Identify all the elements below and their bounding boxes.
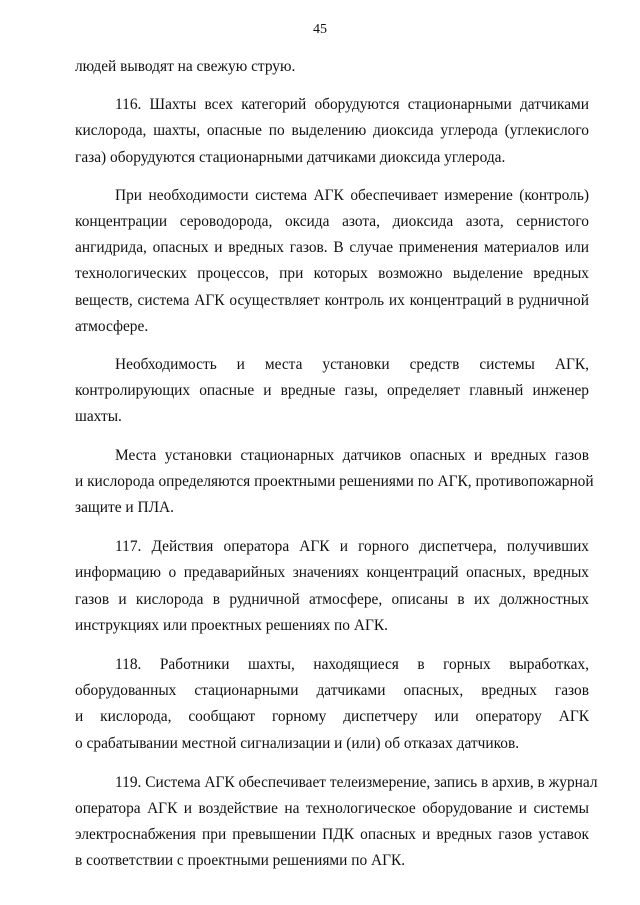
text-line: оборудованных стационарными датчиками опасных, вредных газов (75, 682, 589, 700)
paragraph-continuation (75, 54, 589, 80)
text-line: информацию о предаварийных значениях концентраций опасных, вредных (75, 564, 589, 582)
text-line: 118. Работники шахты, находящиеся в горных выработках, (115, 656, 589, 674)
text-line: атмосфере. (75, 317, 149, 335)
text-line: концентрации сероводорода, оксида азота, диоксида азота, сернистого (75, 213, 589, 231)
text-line: ангидрида, опасных и вредных газов. В случае применения материалов или (75, 239, 589, 257)
text-line: газов и кислорода в рудничной атмосфере, описаны в их должностных (75, 590, 589, 608)
text-line: контролирующих опасные и вредные газы, определяет главный инженер (75, 382, 589, 400)
text-line: веществ, система АГК осуществляет контроль их концентраций в рудничной (75, 291, 589, 309)
paragraph-item-116 (75, 92, 589, 171)
text-line: Необходимость и места установки средств системы АГК, (115, 356, 589, 374)
text-line: защите и ПЛА. (75, 499, 175, 517)
text-line: в соответствии с проектными решениями по АГК. (75, 852, 406, 870)
paragraph-item-119 (75, 770, 598, 875)
text-line: При необходимости система АГК обеспечивает измерение (контроль) (115, 186, 589, 204)
text-line: оператора АГК и воздействие на технологическое оборудование и системы (75, 800, 589, 818)
text-line: шахты. (75, 408, 122, 426)
document-body (75, 54, 598, 888)
text-line: и кислорода, сообщают горному диспетчеру или оператору АГК (75, 708, 589, 726)
paragraph-sensor-locations (75, 443, 594, 522)
text-line: электроснабжения при превышении ПДК опасных и вредных газов уставок (75, 826, 589, 844)
paragraph-agk-measurement (75, 183, 589, 340)
text-line: кислорода, шахты, опасные по выделению диоксида углерода (углекислого (75, 122, 589, 140)
text-line: о срабатывании местной сигнализации и (или) об отказах датчиков. (75, 734, 520, 752)
text-line: людей выводят на свежую струю. (75, 58, 296, 75)
text-line: и кислорода определяются проектными решениями по АГК, противопожарной (75, 472, 594, 490)
text-line: технологических процессов, при которых возможно выделение вредных (75, 265, 589, 283)
paragraph-chief-engineer (75, 352, 589, 431)
text-line: 119. Система АГК обеспечивает телеизмерение, запись в архив, в журнал (115, 773, 598, 791)
text-line: Места установки стационарных датчиков опасных и вредных газов (115, 446, 589, 464)
paragraph-item-118 (75, 652, 589, 757)
text-line: 117. Действия оператора АГК и горного диспетчера, получивших (115, 538, 589, 556)
page-number: 45 (313, 22, 327, 37)
paragraph-item-117 (75, 534, 589, 639)
text-line: газа) оборудуются стационарными датчиками диоксида углерода. (75, 148, 506, 166)
text-line: инструкциях или проектных решениях по АГК. (75, 616, 388, 634)
text-line: 116. Шахты всех категорий оборудуются стационарными датчиками (115, 96, 589, 114)
